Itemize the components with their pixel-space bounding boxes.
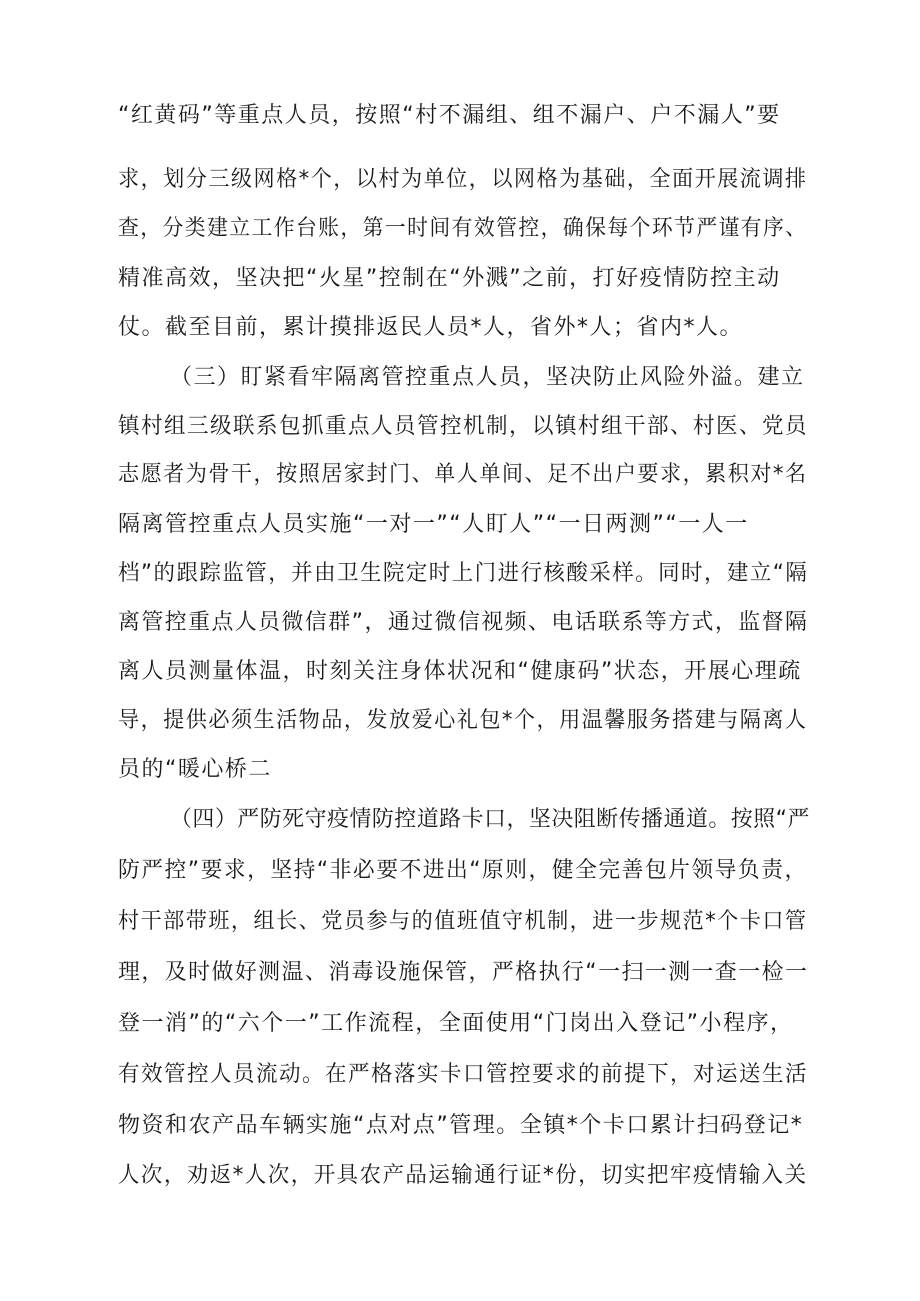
text-line: “红黄码”等重点人员，按照“村不漏组、组不漏户、户不漏人”要: [118, 103, 781, 128]
text-line: 镇村组三级联系包抓重点人员管控机制，以镇村组干部、村医、党员: [118, 414, 808, 439]
section-heading-four: （四）严防死守疫情防控道路卡口，坚决阻断传播通道。按照“严: [170, 807, 810, 832]
text-line: 求，划分三级网格*个，以村为单位，以网格为基础，全面开展流调排: [118, 167, 808, 192]
text-line: 理，及时做好测温、消毒设施保管，严格执行“一扫一测一查一检一: [118, 960, 809, 985]
text-line: 村干部带班，组长、党员参与的值班值守机制，进一步规范*个卡口管: [118, 909, 808, 934]
text-line: 有效管控人员流动。在严格落实卡口管控要求的前提下，对运送生活: [118, 1062, 808, 1087]
text-line: 离管控重点人员微信群”，通过微信视频、电话联系等方式，监督隔: [118, 610, 809, 635]
text-line: 物资和农产品车辆实施“点对点”管理。全镇*个卡口累计扫码登记*: [118, 1113, 804, 1138]
text-line: 离人员测量体温，时刻关注身体状况和“健康码”状态，开展心理疏: [118, 659, 802, 684]
text-line: 仗。截至目前，累计摸排返民人员*人，省外*人；省内*人。: [118, 315, 744, 340]
text-line: 查，分类建立工作台账，第一时间有效管控，确保每个环节严谨有序、: [118, 216, 808, 241]
text-line: 登一消”的“六个一”工作流程，全面使用“门岗出入登记”小程序，: [118, 1011, 794, 1036]
text-line: 精准高效，坚决把“火星”控制在“外溅”之前，打好疫情防控主动: [118, 266, 781, 291]
text-line: 隔离管控重点人员实施“一对一”“人盯人”“一日两测”“一人一: [118, 512, 749, 537]
text-line: 员的“暖心桥二: [118, 757, 272, 782]
text-line: 防严控”要求，坚持“非必要不进出“原则，健全完善包片领导负责，: [118, 858, 808, 883]
text-line: 档”的跟踪监管，并由卫生院定时上门进行核酸采样。同时，建立“隔: [118, 561, 809, 586]
text-line: 人次，劝返*人次，开具农产品运输通行证*份，切实把牢疫情输入关: [118, 1163, 808, 1188]
text-line: 志愿者为骨干，按照居家封门、单人单间、足不出户要求，累积对*名: [118, 462, 808, 487]
section-heading-three: （三）盯紧看牢隔离管控重点人员，坚决防止风险外溢。建立: [170, 365, 805, 390]
text-line: 导，提供必须生活物品，发放爱心礼包*个，用温馨服务搭建与隔离人: [118, 708, 808, 733]
